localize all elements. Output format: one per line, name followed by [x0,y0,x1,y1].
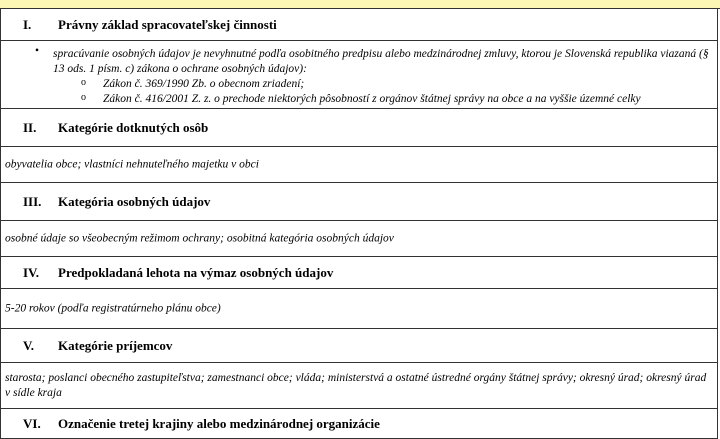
section-number: VI. [23,415,41,431]
section-3-header [0,183,718,221]
section-title: Právny základ spracovateľskej činnosti [58,16,277,32]
section-content: starosta; poslanci obecného zastupiteľstva; zamestnanci obce; vláda; ministerstvá a ostatné ústredné orgány štátnej správy; okresný úrad; okresný úrad v sídle kraja [5,371,707,399]
section-4-header [0,257,718,289]
section-title: Kategórie príjemcov [58,337,173,353]
top-highlight-band [0,0,720,9]
section-5-header [0,329,718,363]
section-title: Predpokladaná lehota na výmaz osobných údajov [58,264,334,280]
section-number: IV. [23,264,40,280]
section-2-content [0,147,718,183]
section-1-content [0,41,718,109]
section-number: II. [23,119,37,135]
circle-bullet-icon: o [81,77,86,88]
section-number: V. [23,337,34,353]
section-title: Označenie tretej krajiny alebo medzinárodnej organizácie [58,415,380,431]
section-content: obyvatelia obce; vlastníci nehnuteľného majetku v obci [5,158,259,170]
law-item: Zákon č. 416/2001 Z. z. o prechode niektorých pôsobností z orgánov štátnej správy na obce a na vyššie územné celky [103,93,641,105]
law-item: Zákon č. 369/1990 Zb. o obecnom zriadení; [103,78,305,90]
section-3-content [0,221,718,257]
section-5-content [0,363,718,409]
bullet-icon: • [35,45,40,57]
section-content: 5-20 rokov (podľa registratúrneho plánu obce) [5,302,221,314]
section-2-header [0,109,718,147]
section-4-content [0,289,718,329]
section-6-header [0,409,718,439]
legal-basis-text: spracúvanie osobných údajov je nevyhnutné podľa osobitného predpisu alebo medzinárodnej zmluvy, ktorou je Slovenská republika viazaná (§ 13 ods. 1 písm. c) zákona o ochrane osobných údajov): [53,48,709,75]
section-title: Kategória osobných údajov [58,193,211,209]
section-number: I. [23,16,32,32]
circle-bullet-icon: o [81,92,86,103]
section-1-header [0,9,718,41]
section-number: III. [23,193,42,209]
section-title: Kategórie dotknutých osôb [58,119,209,135]
section-content: osobné údaje so všeobecným režimom ochrany; osobitná kategória osobných údajov [5,232,394,244]
